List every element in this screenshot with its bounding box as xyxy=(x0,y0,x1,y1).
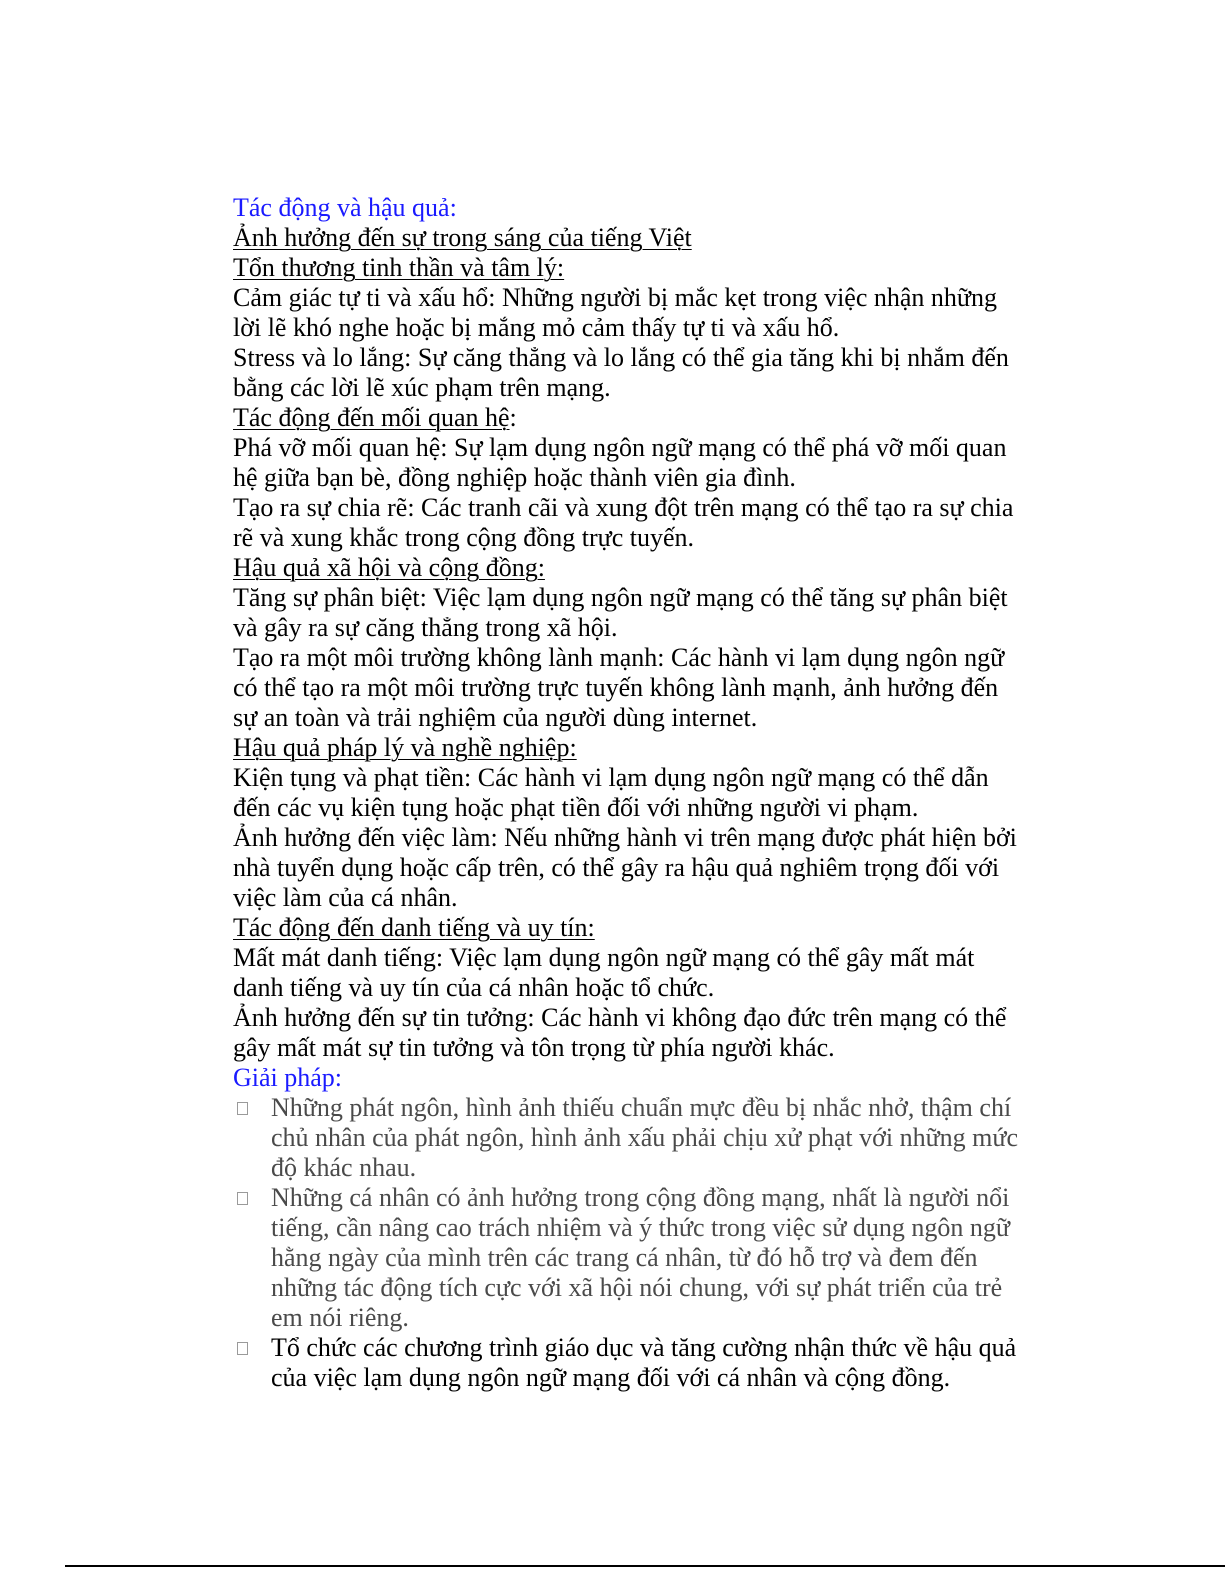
solution-item xyxy=(233,1333,1023,1393)
solution-item xyxy=(233,1183,1023,1333)
solutions-heading: Giải pháp: xyxy=(233,1063,343,1092)
section-paragraph: Phá vỡ mối quan hệ: Sự lạm dụng ngôn ngữ mạng có thể phá vỡ mối quan hệ giữa bạn bè, đồng nghiệp hoặc thành viên gia đình. xyxy=(233,433,1007,492)
section-title-text: Tác động đến danh tiếng và uy tín: xyxy=(233,913,595,942)
section-paragraph: Ảnh hưởng đến sự tin tưởng: Các hành vi không đạo đức trên mạng có thể gây mất mát sự tin tưởng và tôn trọng từ phía người khác. xyxy=(233,1003,1007,1062)
solution-text: Tổ chức các chương trình giáo dục và tăng cường nhận thức về hậu quả của việc lạm dụng ngôn ngữ mạng đối với cá nhân và cộng đồng. xyxy=(271,1333,1017,1392)
section-title-text: Tổn thương tinh thần và tâm lý: xyxy=(233,253,565,282)
section-paragraph: Cảm giác tự ti và xấu hổ: Những người bị mắc kẹt trong việc nhận những lời lẽ khó nghe hoặc bị mắng mỏ cảm thấy tự ti và xấu hổ. xyxy=(233,283,998,342)
impact-section xyxy=(233,913,1023,1063)
impact-section xyxy=(233,253,1023,403)
section-paragraph: Kiện tụng và phạt tiền: Các hành vi lạm dụng ngôn ngữ mạng có thể dẫn đến các vụ kiện tụng hoặc phạt tiền đối với những người vi phạm. xyxy=(233,763,989,822)
document-body xyxy=(233,193,1023,1393)
section-paragraph: Stress và lo lắng: Sự căng thẳng và lo lắng có thể gia tăng khi bị nhắm đến bằng các lời lẽ xúc phạm trên mạng. xyxy=(233,343,1009,402)
section-paragraph: Tạo ra sự chia rẽ: Các tranh cãi và xung đột trên mạng có thể tạo ra sự chia rẽ và xung khắc trong cộng đồng trực tuyến. xyxy=(233,493,1014,552)
section-title-text: Hậu quả xã hội và cộng đồng: xyxy=(233,553,545,582)
bullet-box-icon xyxy=(237,1192,248,1205)
impact-section xyxy=(233,553,1023,733)
bullet-box-icon xyxy=(237,1342,248,1355)
impact-section xyxy=(233,403,1023,553)
solution-text: Những cá nhân có ảnh hưởng trong cộng đồng mạng, nhất là người nổi tiếng, cần nâng cao trách nhiệm và ý thức trong việc sử dụng ngôn ngữ hằng ngày của mình trên các trang cá nhân, từ đó hỗ trợ và đem đến những tác động tích cực với xã hội nói chung, với sự phát triển của trẻ em nói riêng. xyxy=(271,1183,1011,1332)
solution-text: Những phát ngôn, hình ảnh thiếu chuẩn mực đều bị nhắc nhở, thậm chí chủ nhân của phát ngôn, hình ảnh xấu phải chịu xử phạt với những mức độ khác nhau. xyxy=(271,1093,1019,1182)
solutions-list xyxy=(233,1093,1023,1393)
section-title-text: Hậu quả pháp lý và nghề nghiệp: xyxy=(233,733,577,762)
section-title-suffix: : xyxy=(509,403,517,432)
section-title xyxy=(233,403,1023,433)
section-title xyxy=(233,253,1023,283)
section-title xyxy=(233,223,1023,253)
section-title xyxy=(233,733,1023,763)
bullet-box-icon xyxy=(237,1102,248,1115)
impact-section xyxy=(233,733,1023,913)
section-title xyxy=(233,913,1023,943)
impacts-heading: Tác động và hậu quả: xyxy=(233,193,457,222)
section-title-text: Ảnh hưởng đến sự trong sáng của tiếng Việt xyxy=(233,223,692,252)
section-paragraph: Tăng sự phân biệt: Việc lạm dụng ngôn ngữ mạng có thể tăng sự phân biệt và gây ra sự căng thẳng trong xã hội. xyxy=(233,583,1008,642)
section-paragraph: Tạo ra một môi trường không lành mạnh: Các hành vi lạm dụng ngôn ngữ có thể tạo ra một môi trường trực tuyến không lành mạnh, ảnh hưởng đến sự an toàn và trải nghiệm của người dùng internet. xyxy=(233,643,1005,732)
section-title-text: Tác động đến mối quan hệ xyxy=(233,403,510,432)
section-paragraph: Mất mát danh tiếng: Việc lạm dụng ngôn ngữ mạng có thể gây mất mát danh tiếng và uy tín của cá nhân hoặc tổ chức. xyxy=(233,943,975,1002)
section-title xyxy=(233,553,1023,583)
impacts-sections xyxy=(233,223,1023,1063)
impact-section xyxy=(233,223,1023,253)
page-bottom-rule xyxy=(65,1565,1225,1567)
solution-item xyxy=(233,1093,1023,1183)
section-paragraph: Ảnh hưởng đến việc làm: Nếu những hành vi trên mạng được phát hiện bởi nhà tuyển dụng hoặc cấp trên, có thể gây ra hậu quả nghiêm trọng đối với việc làm của cá nhân. xyxy=(233,823,1017,912)
